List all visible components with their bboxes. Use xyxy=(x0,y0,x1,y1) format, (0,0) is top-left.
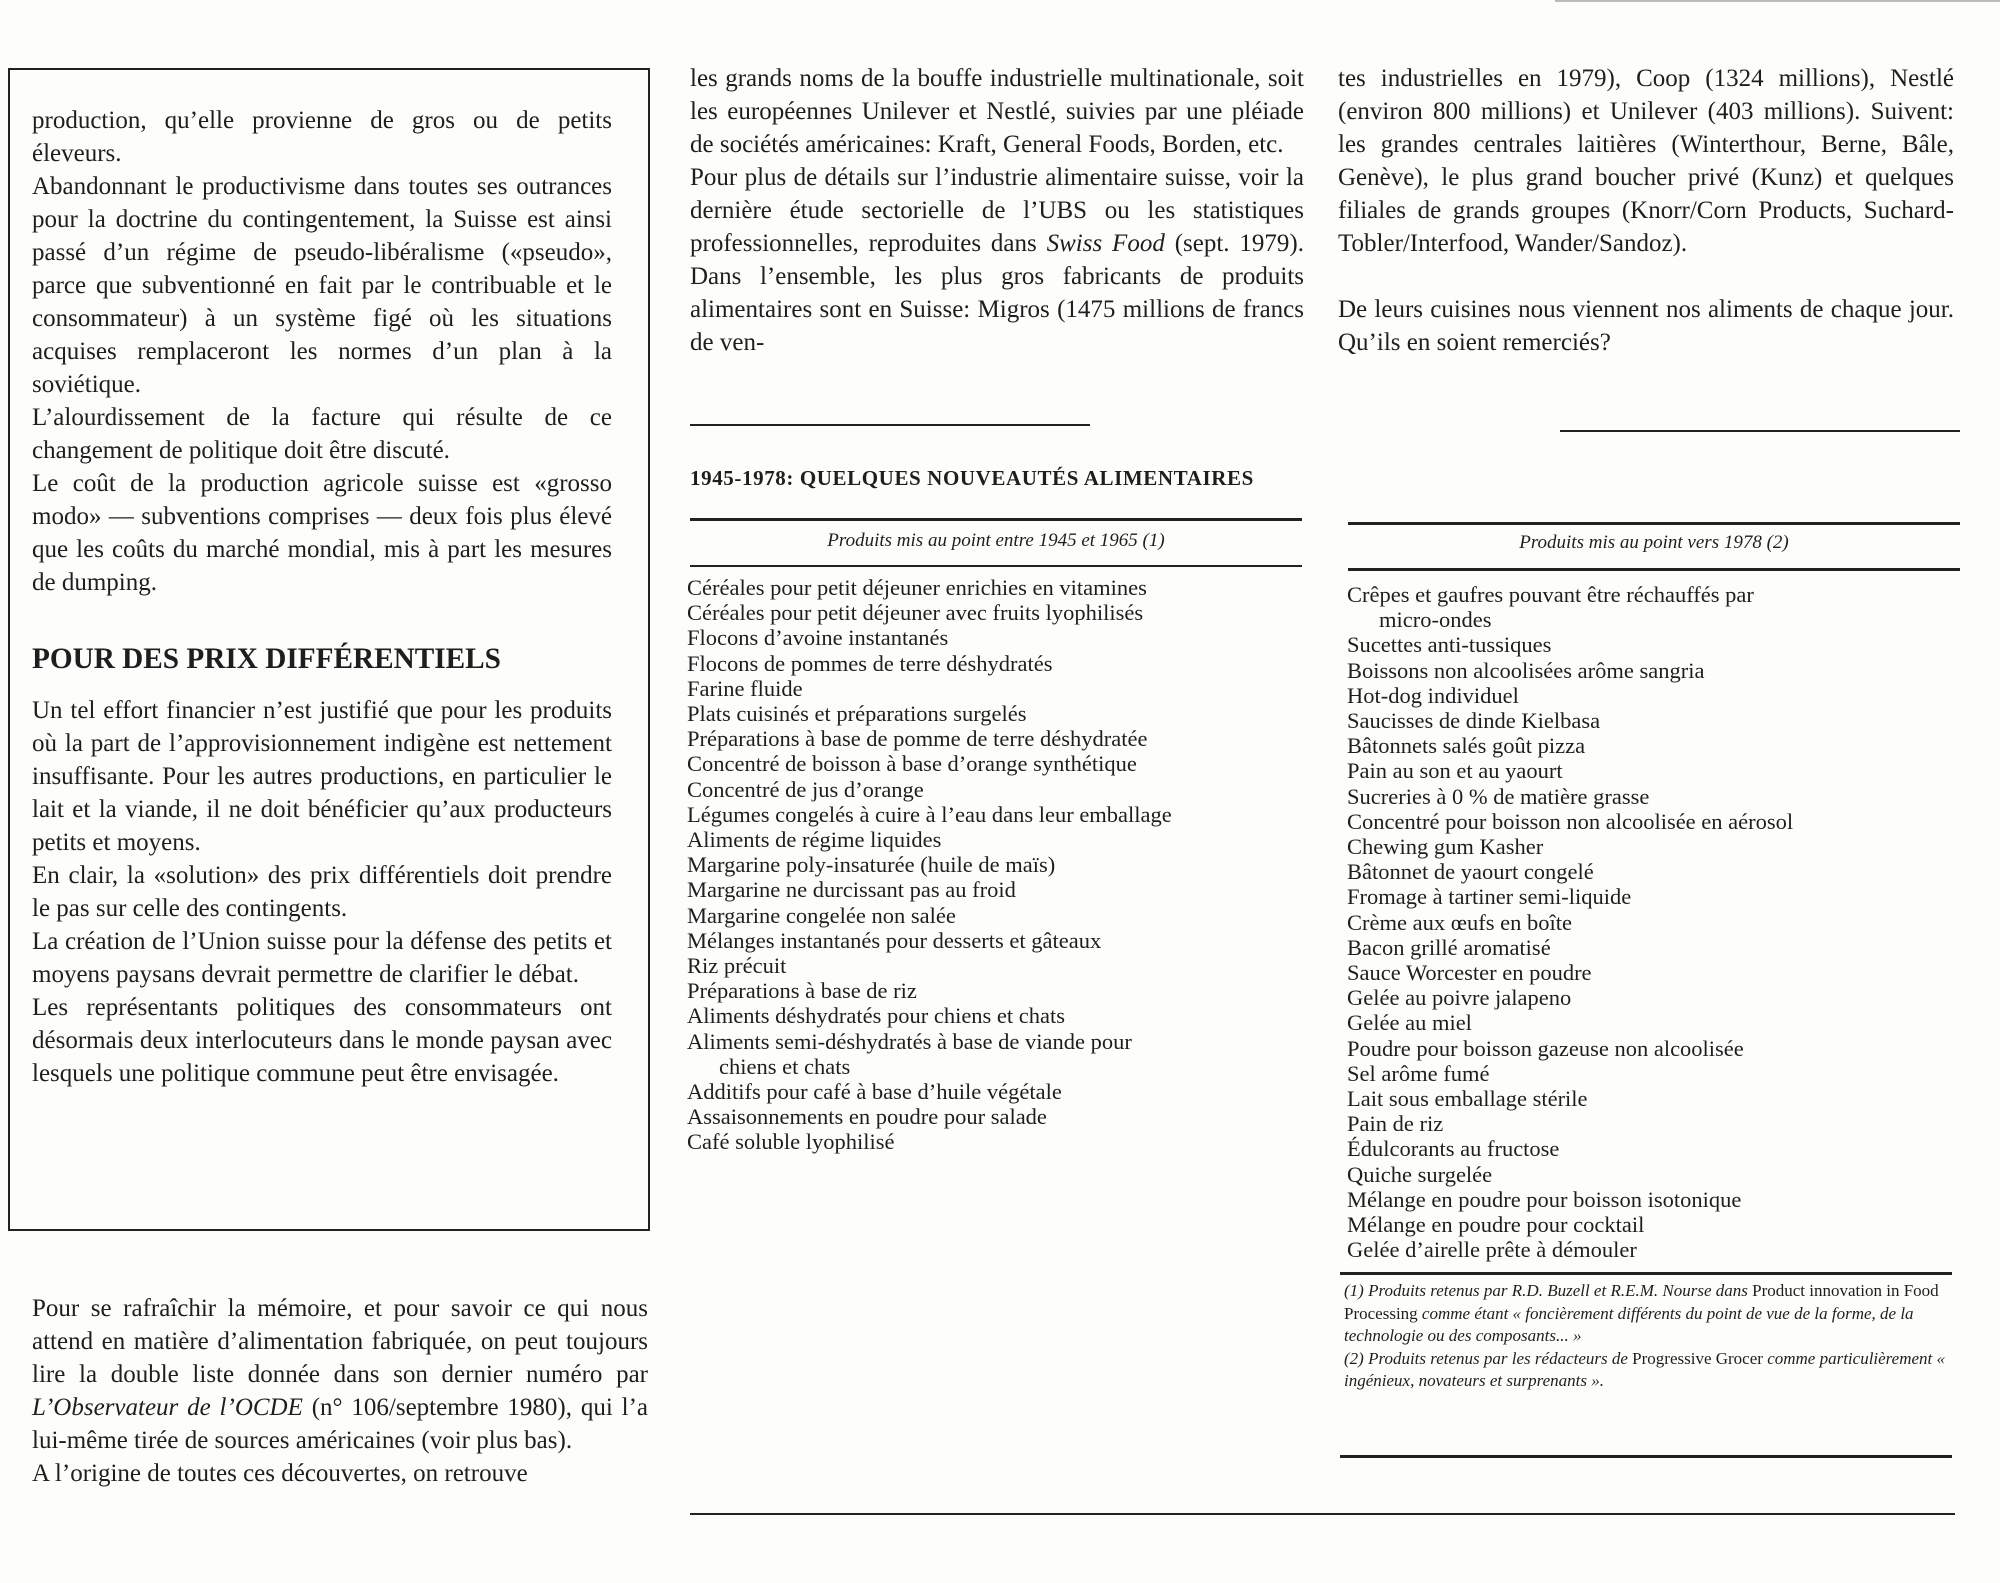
list-item: Concentré de boisson à base d’orange synthétique xyxy=(687,751,1137,777)
list-item: Mélange en poudre pour cocktail xyxy=(1347,1212,1645,1238)
list-item: Céréales pour petit déjeuner avec fruits lyophilisés xyxy=(687,600,1144,626)
footnotes xyxy=(1344,1280,1956,1393)
list-item: Farine fluide xyxy=(687,675,803,701)
table-rule xyxy=(1340,1455,1952,1458)
table-rule xyxy=(1348,568,1960,571)
box-paragraph: Les représentants politiques des consommateurs ont désormais deux interlocuteurs dans le monde paysan avec lesquels une politique commune peut être envisagée. xyxy=(32,994,612,1087)
products-list-1978 xyxy=(1347,582,1793,1262)
right-paragraph: De leurs cuisines nous viennent nos aliments de chaque jour. Qu’ils en soient remerciés? xyxy=(1338,296,1954,356)
table-rule xyxy=(1348,522,1960,525)
list-item: Gelée au poivre jalapeno xyxy=(1347,985,1572,1011)
table-rule xyxy=(690,518,1302,521)
box-paragraph: La création de l’Union suisse pour la défense des petits et moyens paysans devrait permettre de clarifier le débat. xyxy=(32,928,612,988)
list-item: Café soluble lyophilisé xyxy=(687,1129,895,1155)
box-paragraph: production, qu’elle provienne de gros ou de petits éleveurs. xyxy=(32,107,612,167)
list-item: Bâtonnets salés goût pizza xyxy=(1347,733,1586,759)
list-item: Chewing gum Kasher xyxy=(1347,834,1544,860)
list-item: Mélanges instantanés pour desserts et gâteaux xyxy=(687,927,1102,953)
list-item: chiens et chats xyxy=(719,1053,851,1079)
list-item: Édulcorants au fructose xyxy=(1347,1136,1560,1162)
list-item: Préparations à base de pomme de terre déshydratée xyxy=(687,726,1148,752)
list-item: Concentré pour boisson non alcoolisée en aérosol xyxy=(1347,808,1794,834)
column-header: Produits mis au point entre 1945 et 1965 (1) xyxy=(827,530,1165,551)
list-item: Pain de riz xyxy=(1347,1111,1444,1137)
box-paragraph: Un tel effort financier n’est justifié que pour les produits où la part de l’approvisionnement indigène est nettement insuffisante. Pour les autres productions, en particulier le lait et la viande, il ne doit bénéficier qu’aux producteurs petits et moyens. xyxy=(32,697,612,856)
list-item: Aliments semi-déshydratés à base de viande pour xyxy=(687,1028,1132,1054)
bottom-rule xyxy=(690,1513,1955,1515)
publication-title: L’Observateur de l’OCDE xyxy=(32,1394,303,1421)
table-rule xyxy=(1340,1272,1952,1275)
middle-top-text xyxy=(690,62,1304,359)
table-rule xyxy=(690,565,1302,567)
right-paragraph: tes industrielles en 1979), Coop (1324 millions), Nestlé (environ 800 millions) et Unilever (403 millions). Suivent: les grandes centrales laitières (Winterthour, Berne, Bâle, Genève), le plus grand boucher privé (Kunz) et quelques filiales de grands groupes (Knorr/Corn Products, Suchard-Tobler/Interfood, Wander/Sandoz). xyxy=(1338,65,1954,257)
list-item: Plats cuisinés et préparations surgelés xyxy=(687,701,1027,727)
list-item: Aliments de régime liquides xyxy=(687,827,942,853)
list-item: Bâtonnet de yaourt congelé xyxy=(1347,859,1594,885)
list-item: Crêpes et gaufres pouvant être réchauffés par xyxy=(1347,582,1754,607)
left-bottom-text xyxy=(32,1292,648,1490)
footnote-1: (1) Produits retenus par R.D. Buzell et R.E.M. Nourse dans Product innovation in Food Processing comme étant « foncièrement différents du point de vue de la forme, de la technologie ou des composants... » xyxy=(1344,1281,1939,1345)
list-item: Préparations à base de riz xyxy=(687,978,917,1004)
list-item: Saucisses de dinde Kielbasa xyxy=(1347,708,1601,734)
box-paragraph: En clair, la «solution» des prix différentiels doit prendre le pas sur celle des contingents. xyxy=(32,862,612,922)
list-item: Flocons d’avoine instantanés xyxy=(687,625,949,651)
list-item: Margarine poly-insaturée (huile de maïs) xyxy=(687,852,1056,878)
list-item: Sucreries à 0 % de matière grasse xyxy=(1347,783,1650,809)
list-item: Fromage à tartiner semi-liquide xyxy=(1347,884,1632,910)
column-header: Produits mis au point vers 1978 (2) xyxy=(1519,532,1789,553)
list-item: Poudre pour boisson gazeuse non alcoolisée xyxy=(1347,1035,1744,1061)
list-item: Assaisonnements en poudre pour salade xyxy=(687,1104,1047,1130)
sidebar-box-content xyxy=(32,104,612,1090)
list-item: Margarine ne durcissant pas au froid xyxy=(687,877,1016,903)
list-item: Flocons de pommes de terre déshydratés xyxy=(687,650,1053,676)
list-item: Margarine congelée non salée xyxy=(687,902,956,928)
footnote-2: (2) Produits retenus par les rédacteurs de Progressive Grocer comme particulièrement « ingénieux, novateurs et surprenants ». xyxy=(1344,1348,1946,1390)
list-item: Lait sous emballage stérile xyxy=(1347,1086,1588,1112)
list-item: Céréales pour petit déjeuner enrichies en vitamines xyxy=(687,575,1147,600)
list-item: Gelée d’airelle prête à démouler xyxy=(1347,1237,1637,1263)
section-rule xyxy=(690,424,1090,426)
middle-paragraph: Pour plus de détails sur l’industrie alimentaire suisse, voir la dernière étude sectorielle de l’UBS ou les statistiques professionnelles, reproduites dans Swiss Food (sept. 1979). Dans l’ensemble, les plus gros fabricants de produits alimentaires sont en Suisse: Migros (1475 millions de francs de ven- xyxy=(690,164,1304,356)
list-item: Hot-dog individuel xyxy=(1347,682,1519,708)
publication-title: Swiss Food xyxy=(1046,230,1165,257)
table-title: 1945-1978: QUELQUES NOUVEAUTÉS ALIMENTAIRES xyxy=(690,466,1254,490)
box-paragraph: Abandonnant le productivisme dans toutes ses outrances pour la doctrine du contingentement, la Suisse est ainsi passé d’un régime de pseudo-libéralisme («pseudo», parce que subventionné en fait par le contribuable et le consommateur) à un système figé où les situations acquises remplaceront les normes d’un plan à la soviétique. xyxy=(32,173,612,398)
list-item: Bacon grillé aromatisé xyxy=(1347,934,1551,960)
list-item: Concentré de jus d’orange xyxy=(687,776,924,802)
products-list-1945-1965 xyxy=(687,575,1172,1155)
list-item: Crème aux œufs en boîte xyxy=(1347,909,1572,935)
top-edge-rule xyxy=(1555,0,2000,2)
right-top-text xyxy=(1338,62,1954,359)
section-rule xyxy=(1560,430,1960,432)
list-item: Sel arôme fumé xyxy=(1347,1060,1490,1086)
box-paragraph: Le coût de la production agricole suisse est «grosso modo» — subventions comprises — deux fois plus élevé que les coûts du marché mondial, mis à part les mesures de dumping. xyxy=(32,470,612,596)
list-item: Quiche surgelée xyxy=(1347,1161,1493,1187)
left-bottom-paragraph: Pour se rafraîchir la mémoire, et pour savoir ce qui nous attend en matière d’alimentation fabriquée, on peut toujours lire la double liste donnée dans son dernier numéro par L’Observateur de l’OCDE (n° 106/septembre 1980), qui l’a lui-même tirée de sources américaines (voir plus bas). xyxy=(32,1295,648,1454)
left-bottom-paragraph: A l’origine de toutes ces découvertes, on retrouve xyxy=(32,1460,528,1487)
box-heading: POUR DES PRIX DIFFÉRENTIELS xyxy=(32,643,501,675)
list-item: Sauce Worcester en poudre xyxy=(1347,960,1592,986)
list-item: Additifs pour café à base d’huile végétale xyxy=(687,1079,1062,1105)
list-item: Mélange en poudre pour boisson isotonique xyxy=(1347,1186,1742,1212)
box-paragraph: L’alourdissement de la facture qui résulte de ce changement de politique doit être discuté. xyxy=(32,404,612,464)
list-item: Pain au son et au yaourt xyxy=(1347,758,1563,784)
list-item: Riz précuit xyxy=(687,953,787,979)
list-item: Boissons non alcoolisées arôme sangria xyxy=(1347,657,1705,683)
list-item: micro-ondes xyxy=(1379,607,1492,633)
list-item: Gelée au miel xyxy=(1347,1010,1472,1036)
list-item: Sucettes anti-tussiques xyxy=(1347,632,1552,658)
list-item: Légumes congelés à cuire à l’eau dans leur emballage xyxy=(687,801,1172,827)
list-item: Aliments déshydratés pour chiens et chats xyxy=(687,1003,1066,1029)
middle-paragraph: les grands noms de la bouffe industrielle multinationale, soit les européennes Unilever et Nestlé, suivies par une pléiade de sociétés américaines: Kraft, General Foods, Borden, etc. xyxy=(690,65,1304,158)
